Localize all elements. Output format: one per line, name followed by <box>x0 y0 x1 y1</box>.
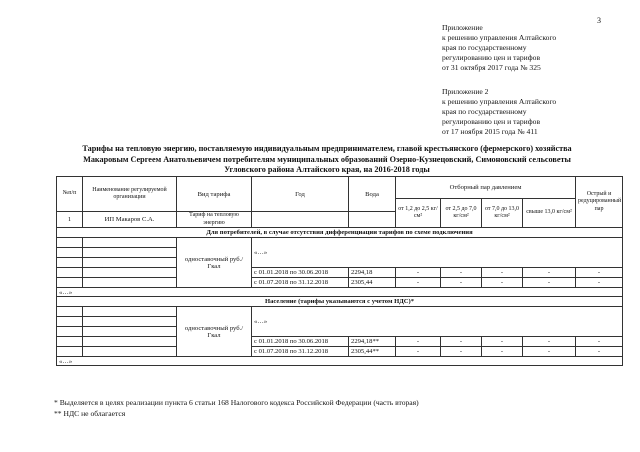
row-org: ИП Макаров С.А. <box>83 212 177 228</box>
appendix-2-line: Приложение 2 <box>442 87 489 96</box>
header-water: Вода <box>349 177 396 212</box>
title-line: Тарифы на тепловую энергию, поставляемую индивидуальным предпринимателем, главой крестьянского (фермерского) хозяйства <box>82 144 572 153</box>
header-year: Год <box>252 177 349 212</box>
water-cell: 2305,44 <box>349 278 396 288</box>
row-num: 1 <box>57 212 83 228</box>
period-cell: с 01.01.2018 по 30.06.2018 <box>252 337 349 347</box>
period-cell: с 01.01.2018 по 30.06.2018 <box>252 268 349 278</box>
appendix-1-line: регулированию цен и тарифов <box>442 53 541 62</box>
appendix-1-block <box>442 23 556 73</box>
appendix-2-line: от 17 ноября 2015 года № 411 <box>442 127 538 136</box>
header-steam-4: свыше 13,0 кг/см² <box>523 199 576 228</box>
page-number: 3 <box>597 16 601 25</box>
header-kind: Вид тарифа <box>177 177 252 212</box>
section-2-unit: одноставочный руб./Гкал <box>177 307 252 357</box>
appendix-1-line: от 31 октября 2017 года № 325 <box>442 63 541 72</box>
appendix-1-line: к решению управления Алтайского <box>442 33 557 42</box>
table-row: с 01.01.2018 по 30.06.2018 2294,18 - - - - - <box>57 268 623 278</box>
footnote-vat: * Выделяется в целях реализации пункта 6 статьи 168 Налогового кодекса Российской Федерации (часть вторая) <box>54 398 419 407</box>
section-1-title: Для потребителей, в случае отсутствия дифференциации тарифов по схеме подключения <box>57 228 623 238</box>
title-line: Макаровым Сергеем Анатольевичем потребителям муниципальных образований Озерно-Кузнецовский, Симоновский сельсоветы <box>83 154 571 164</box>
end-ellipsis: «…» <box>57 357 623 366</box>
header-steam-2: от 2,5 до 7,0 кг/см² <box>441 199 482 228</box>
header-num: №п/п <box>57 177 83 212</box>
appendix-2-line: к решению управления Алтайского <box>442 97 557 106</box>
appendix-2-line: края по государственному <box>442 107 527 116</box>
header-org: Наименование регулируемой организации <box>83 177 177 212</box>
between-ellipsis: «…» <box>57 288 623 297</box>
appendix-2-line: регулированию цен и тарифов <box>442 117 541 126</box>
water-cell: 2294,18** <box>349 337 396 347</box>
appendix-2-block <box>442 87 556 137</box>
title-line: Угловского района Алтайского края, на 2016-2018 годы <box>224 165 430 174</box>
table-row: с 01.07.2018 по 31.12.2018 2305,44 - - - - - <box>57 278 623 288</box>
row-kind: Тариф на тепловую энергию <box>177 212 252 228</box>
water-cell: 2305,44** <box>349 347 396 357</box>
section-1-ellipsis: «…» <box>252 238 623 268</box>
section-2-ellipsis: «…» <box>252 307 623 337</box>
header-steam-1: от 1,2 до 2,5 кг/см² <box>396 199 441 228</box>
footnotes <box>54 397 419 419</box>
appendix-1-line: Приложение <box>442 23 483 32</box>
header-steam: Отборный пар давлением <box>396 177 576 199</box>
period-cell: с 01.07.2018 по 31.12.2018 <box>252 347 349 357</box>
appendix-1-line: края по государственному <box>442 43 527 52</box>
footnote-no-vat: ** НДС не облагается <box>54 409 126 418</box>
section-2-title: Население (тарифы указываются с учетом НДС)* <box>57 297 623 307</box>
header-steam-3: от 7,0 до 13,0 кг/см² <box>482 199 523 228</box>
header-sharp-steam: Острый и редуцированный пар <box>576 177 623 228</box>
tariff-table <box>56 176 623 366</box>
document-title <box>40 144 614 176</box>
period-cell: с 01.07.2018 по 31.12.2018 <box>252 278 349 288</box>
section-1-unit: одноставочный руб./Гкал <box>177 238 252 288</box>
table-row: с 01.07.2018 по 31.12.2018 2305,44** - - - - - <box>57 347 623 357</box>
water-cell: 2294,18 <box>349 268 396 278</box>
table-row: с 01.01.2018 по 30.06.2018 2294,18** - - - - - <box>57 337 623 347</box>
